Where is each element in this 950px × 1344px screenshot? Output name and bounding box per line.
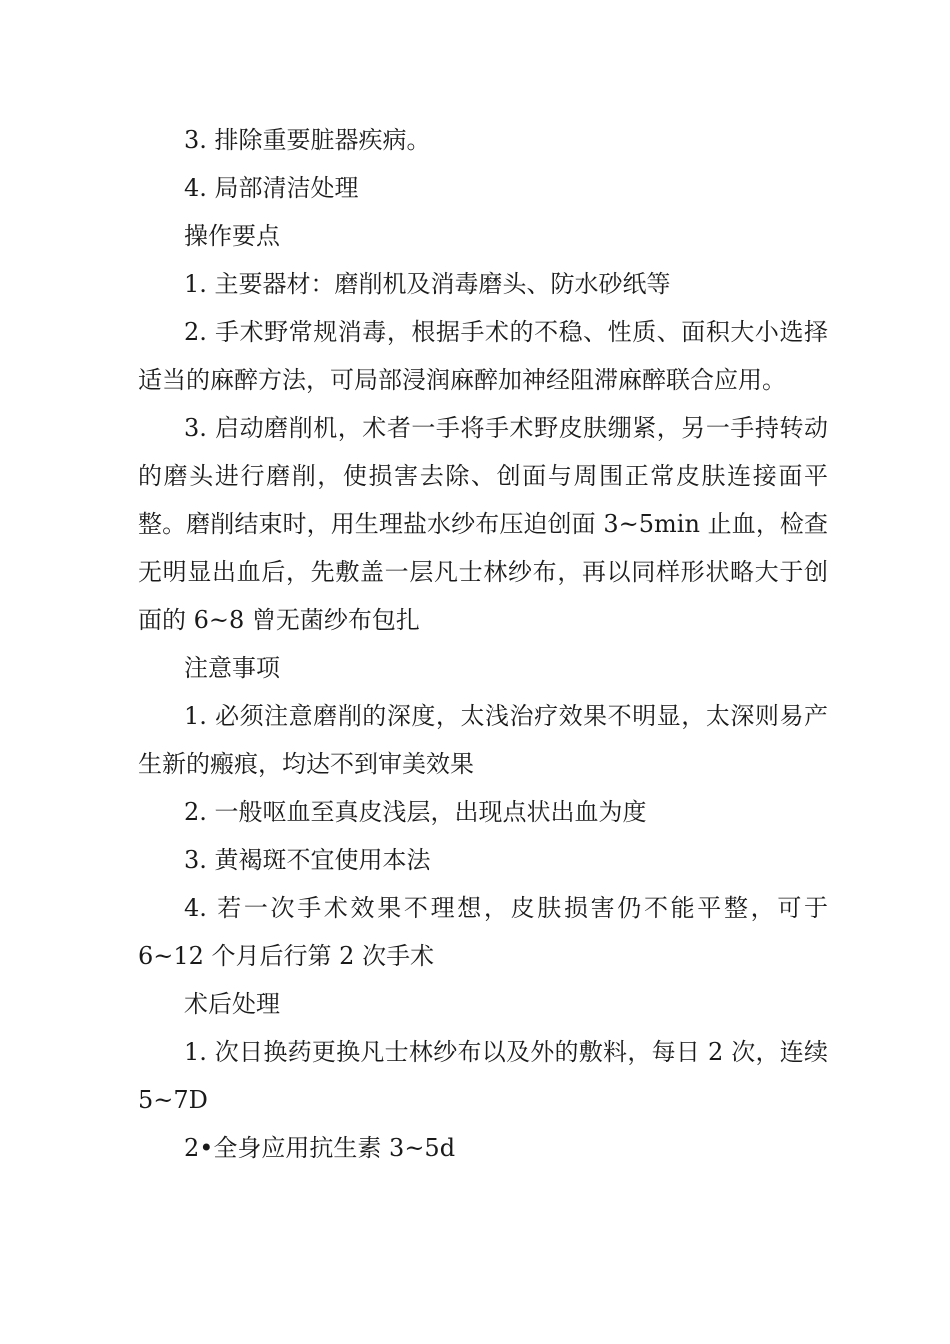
section-heading-operation: 操作要点 xyxy=(184,222,280,250)
list-item-disinfection-anesthesia: 2. 手术野常规消毒，根据手术的不稳、性质、面积大小选择适当的麻醉方法，可局部浸润麻醉加神经阻滞麻醉联合应用。 xyxy=(138,318,828,394)
section-heading-precautions: 注意事项 xyxy=(184,654,280,682)
list-item-second-surgery: 4. 若一次手术效果不理想，皮肤损害仍不能平整，可于 6~12 个月后行第 2 次手术 xyxy=(138,894,828,970)
section-heading-postoperative: 术后处理 xyxy=(184,990,280,1018)
list-item-exclude-organ-disease: 3. 排除重要脏器疾病。 xyxy=(184,126,431,154)
list-item-melasma: 3. 黄褐斑不宜使用本法 xyxy=(184,846,431,874)
list-item-depth-warning: 1. 必须注意磨削的深度，太浅治疗效果不明显，太深则易产生新的瘢痕，均达不到审美效果 xyxy=(138,702,828,778)
document-page xyxy=(138,116,828,1172)
list-item-antibiotics: 2•全身应用抗生素 3~5d xyxy=(184,1134,456,1162)
list-item-equipment: 1. 主要器材：磨削机及消毒磨头、防水砂纸等 xyxy=(184,270,671,298)
list-item-dressing-change: 1. 次日换药更换凡士林纱布以及外的敷料，每日 2 次，连续 5~7D xyxy=(138,1038,828,1114)
list-item-dermis-depth: 2. 一般呕血至真皮浅层，出现点状出血为度 xyxy=(184,798,647,826)
list-item-local-cleaning: 4. 局部清洁处理 xyxy=(184,174,359,202)
list-item-dermabrasion-procedure: 3. 启动磨削机，术者一手将手术野皮肤绷紧，另一手持转动的磨头进行磨削，使损害去除、创面与周围正常皮肤连接面平整。磨削结束时，用生理盐水纱布压迫创面 3~5min 止血，检查无明显出血后，先敷盖一层凡士林纱布，再以同样形状略大于创面的 6~8 曾无菌纱布包扎 xyxy=(138,414,828,634)
